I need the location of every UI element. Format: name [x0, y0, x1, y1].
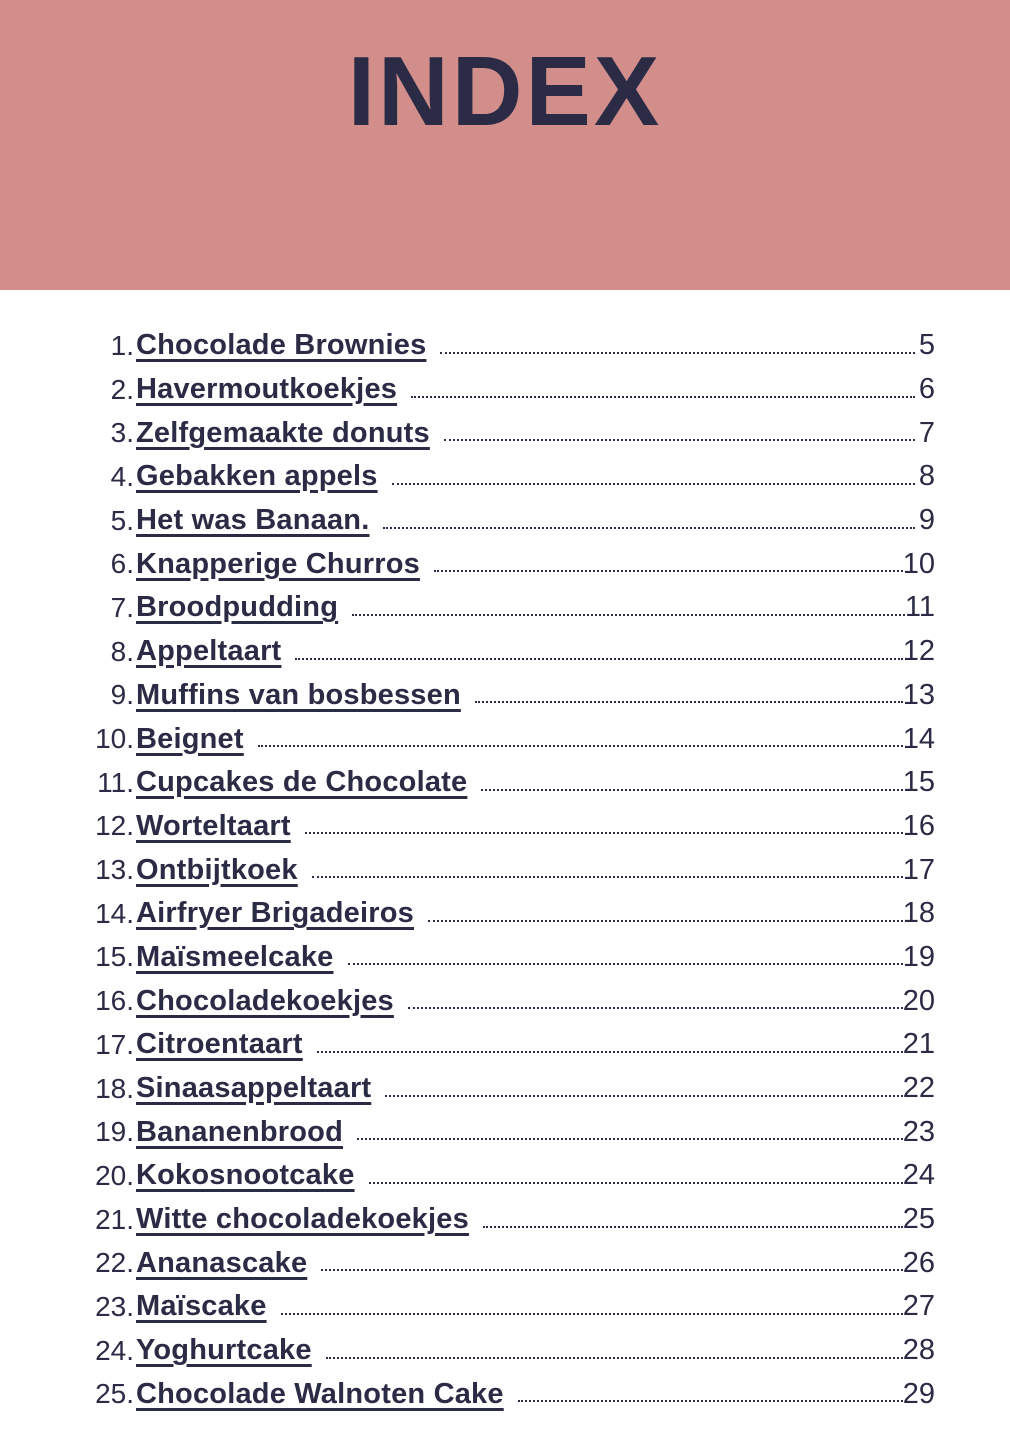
entry-number: 17. [95, 1028, 134, 1060]
index-entry-row[interactable] [60, 499, 935, 543]
entry-page-number: 15 [902, 766, 935, 799]
dotted-leader [475, 687, 903, 703]
entry-number: 3. [110, 417, 134, 449]
entry-number: 1. [110, 329, 134, 361]
dotted-leader [428, 906, 903, 922]
dotted-leader [408, 993, 903, 1009]
entry-number: 4. [110, 460, 134, 492]
entry-number: 16. [95, 985, 134, 1017]
entry-page-number: 11 [904, 591, 935, 624]
index-entry-row[interactable] [60, 1285, 935, 1329]
index-entry-row[interactable] [60, 455, 935, 499]
entry-page-number: 6 [918, 373, 935, 406]
entry-page-number: 21 [902, 1028, 935, 1061]
entry-title-link[interactable]: Chocoladekoekjes [136, 984, 394, 1017]
entry-page-number: 26 [902, 1246, 935, 1279]
entry-page-number: 29 [902, 1377, 935, 1410]
dotted-leader [326, 1343, 903, 1359]
dotted-leader [383, 513, 915, 529]
index-entry-row[interactable] [60, 848, 935, 892]
index-entry-row[interactable] [60, 630, 935, 674]
dotted-leader [317, 1037, 903, 1053]
dotted-leader [434, 556, 903, 572]
entry-number: 19. [95, 1116, 134, 1148]
entry-page-number: 8 [918, 460, 935, 493]
entry-page-number: 10 [902, 547, 935, 580]
entry-title-link[interactable]: Bananenbrood [136, 1115, 344, 1148]
entry-title-link[interactable]: Ontbijtkoek [136, 853, 298, 886]
entry-number: 12. [95, 810, 134, 842]
entry-page-number: 22 [902, 1072, 935, 1105]
entry-title-link[interactable]: Witte chocoladekoekjes [136, 1203, 469, 1236]
entry-title-link[interactable]: Airfryer Brigadeiros [136, 897, 414, 930]
dotted-leader [411, 382, 915, 398]
dotted-leader [312, 862, 903, 878]
entry-title-link[interactable]: Knapperige Churros [136, 547, 420, 580]
entry-number: 18. [95, 1072, 134, 1104]
entry-page-number: 17 [902, 853, 935, 886]
entry-number: 25. [95, 1378, 134, 1410]
dotted-leader [357, 1124, 903, 1140]
dotted-leader [348, 949, 903, 965]
entry-page-number: 14 [902, 722, 935, 755]
entry-number: 7. [110, 591, 134, 623]
entry-title-link[interactable]: Havermoutkoekjes [136, 373, 398, 406]
dotted-leader [440, 338, 915, 354]
index-entry-row[interactable] [60, 1373, 935, 1417]
dotted-leader [483, 1212, 903, 1228]
index-entry-row[interactable] [60, 805, 935, 849]
index-entry-row[interactable] [60, 368, 935, 412]
entry-page-number: 27 [902, 1290, 935, 1323]
entry-page-number: 19 [902, 940, 935, 973]
entry-title-link[interactable]: Maïscake [136, 1290, 267, 1323]
entry-title-link[interactable]: Chocolade Brownies [136, 329, 427, 362]
entry-title-link[interactable]: Zelfgemaakte donuts [136, 416, 430, 449]
index-entry-row[interactable] [60, 324, 935, 368]
index-entry-row[interactable] [60, 1110, 935, 1154]
entry-page-number: 23 [902, 1115, 935, 1148]
entry-page-number: 20 [902, 984, 935, 1017]
entry-title-link[interactable]: Gebakken appels [136, 460, 378, 493]
index-entry-row[interactable] [60, 542, 935, 586]
entry-title-link[interactable]: Broodpudding [136, 591, 339, 624]
entry-title-link[interactable]: Chocolade Walnoten Cake [136, 1377, 504, 1410]
dotted-leader [321, 1255, 902, 1271]
entry-title-link[interactable]: Worteltaart [136, 809, 291, 842]
dotted-leader [518, 1386, 903, 1402]
index-entry-row[interactable] [60, 936, 935, 980]
entry-number: 23. [95, 1290, 134, 1322]
entry-title-link[interactable]: Kokosnootcake [136, 1159, 355, 1192]
entry-number: 24. [95, 1334, 134, 1366]
entry-title-link[interactable]: Muffins van bosbessen [136, 678, 461, 711]
entry-page-number: 25 [902, 1203, 935, 1236]
index-entry-row[interactable] [60, 979, 935, 1023]
page-title: INDEX [347, 36, 663, 146]
index-entry-row[interactable] [60, 717, 935, 761]
index-entry-row[interactable] [60, 761, 935, 805]
index-entry-row[interactable] [60, 674, 935, 718]
entry-number: 15. [95, 941, 134, 973]
entry-number: 5. [110, 504, 134, 536]
dotted-leader [444, 425, 915, 441]
entry-number: 13. [95, 854, 134, 886]
entry-page-number: 12 [902, 635, 935, 668]
entry-number: 6. [110, 548, 134, 580]
index-list [0, 290, 1010, 1416]
entry-page-number: 18 [902, 897, 935, 930]
index-entry-row[interactable] [60, 1241, 935, 1285]
entry-page-number: 9 [918, 504, 935, 537]
index-entry-row[interactable] [60, 586, 935, 630]
entry-number: 14. [95, 897, 134, 929]
index-entry-row[interactable] [60, 1067, 935, 1111]
entry-number: 22. [95, 1247, 134, 1279]
dotted-leader [295, 644, 902, 660]
index-entry-row[interactable] [60, 892, 935, 936]
dotted-leader [258, 731, 903, 747]
dotted-leader [385, 1081, 902, 1097]
entry-title-link[interactable]: Appeltaart [136, 635, 282, 668]
entry-title-link[interactable]: Maïsmeelcake [136, 940, 334, 973]
index-entry-row[interactable] [60, 1154, 935, 1198]
dotted-leader [369, 1168, 903, 1184]
entry-title-link[interactable]: Cupcakes de Chocolate [136, 766, 468, 799]
entry-number: 2. [110, 373, 134, 405]
dotted-leader [392, 469, 915, 485]
entry-page-number: 28 [902, 1334, 935, 1367]
index-entry-row[interactable] [60, 1329, 935, 1373]
index-entry-row[interactable] [60, 1198, 935, 1242]
entry-page-number: 13 [902, 678, 935, 711]
entry-number: 8. [110, 635, 134, 667]
entry-page-number: 7 [918, 416, 935, 449]
entry-title-link[interactable]: Het was Banaan. [136, 504, 370, 537]
dotted-leader [481, 775, 902, 791]
entry-number: 11. [97, 766, 134, 798]
entry-number: 10. [95, 723, 134, 755]
entry-title-link[interactable]: Beignet [136, 722, 244, 755]
entry-title-link[interactable]: Yoghurtcake [136, 1334, 312, 1367]
entry-number: 9. [110, 679, 134, 711]
entry-page-number: 16 [902, 809, 935, 842]
index-header-banner [0, 0, 1010, 290]
index-entry-row[interactable] [60, 1023, 935, 1067]
entry-title-link[interactable]: Citroentaart [136, 1028, 303, 1061]
entry-title-link[interactable]: Ananascake [136, 1246, 308, 1279]
entry-number: 20. [95, 1159, 134, 1191]
dotted-leader [305, 818, 903, 834]
index-entry-row[interactable] [60, 411, 935, 455]
entry-page-number: 24 [902, 1159, 935, 1192]
entry-title-link[interactable]: Sinaasappeltaart [136, 1072, 372, 1105]
entry-number: 21. [95, 1203, 134, 1235]
entry-page-number: 5 [918, 329, 935, 362]
dotted-leader [281, 1299, 903, 1315]
dotted-leader [352, 600, 905, 616]
